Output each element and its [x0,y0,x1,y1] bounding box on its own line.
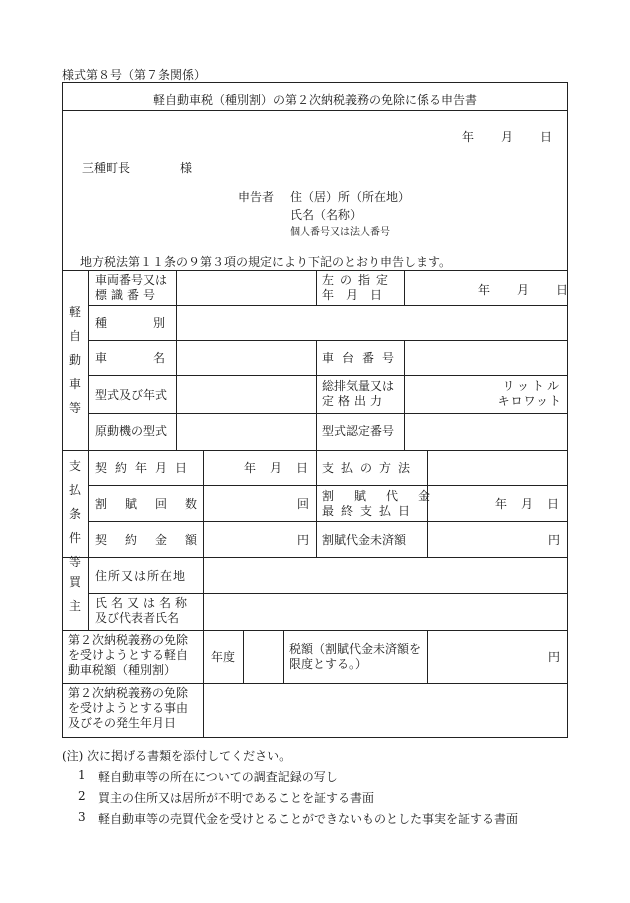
exempt-tax-label-2: を受けようとする軽自 [68,648,189,662]
displacement-label: 総排気量又は [322,379,395,393]
designation-label-2: 年月日 [322,288,395,302]
unpaid-balance-label: 割賦代金未済額 [322,533,407,547]
payment-section-label: 支払条件等 [68,459,81,569]
plate-number-label-2: 標識番号 [95,288,160,302]
displacement-label-2: 定格出力 [322,394,387,408]
applicant-label: 申告者 [238,190,275,204]
car-name-label: 車名 [95,351,212,365]
note-3-number: 3 [78,810,86,824]
exempt-reason-label-3: 及びその発生年月日 [68,716,177,730]
engine-model-label: 原動機の型式 [95,424,168,438]
vehicle-section-label: 軽自動車等 [68,305,81,415]
notes-header: (注) 次に掲げる書類を添付してください。 [62,749,292,763]
designation-label: 左の指定 [322,273,395,287]
exempt-reason-label: 第２次納税義務の免除 [68,686,189,700]
buyer-name-label: 氏名又は名称 [95,596,192,610]
form-title: 軽自動車税（種別割）の第２次納税義務の免除に係る申告書 [152,93,477,107]
installments-label: 割賦回数 [95,497,216,511]
addressee-suffix: 様 [180,161,193,175]
title-divider [62,110,568,111]
unit-liter: リットル [502,379,562,393]
designation-date: 年 月 日 [478,283,570,297]
exempt-tax-label: 第２次納税義務の免除 [68,633,189,647]
addressee: 三種町長 [82,161,131,175]
tax-amount-label-2: 限度とする。） [289,657,368,671]
tax-amount-unit: 円 [547,650,560,664]
applicant-id-number: 個人番号又は法人番号 [290,227,390,238]
contract-date-label: 契約年月日 [95,461,196,475]
note-1-number: 1 [78,768,86,782]
exempt-reason-label-2: を受けようとする事由 [68,701,189,715]
fiscal-year-label: 年度 [211,650,236,664]
applicant-name: 氏名（名称） [290,208,363,222]
contract-amount-unit: 円 [296,533,309,547]
contract-date-value: 年 月 日 [243,461,309,475]
final-payment-label: 割賦代金 [322,489,451,503]
buyer-section-label: 買主 [68,575,81,613]
plate-number-label: 車両番号又は [95,273,168,287]
note-2-text: 買主の住所又は居所が不明であることを証する書面 [98,791,375,805]
unit-kilowatt: キロワット [497,394,562,408]
type-cert-number-label: 型式認定番号 [322,424,395,438]
unpaid-balance-unit: 円 [547,533,560,547]
date-line: 年 月 日 [462,130,554,144]
statement: 地方税法第１１条の９第３項の規定により下記のとおり申告します。 [80,255,452,269]
buyer-name-label-2: 及び代表者氏名 [95,611,180,625]
tax-amount-label: 税額（割賦代金未済額を [289,642,422,656]
chassis-number-label: 車台番号 [322,351,403,365]
exempt-tax-label-3: 動車税額（種別割） [68,663,177,677]
form-number: 様式第８号（第７条関係） [62,68,207,82]
contract-amount-label: 契約金額 [95,533,216,547]
final-payment-label-2: 最終支払日 [322,504,418,518]
note-3-text: 軽自動車等の売買代金を受けとることができないものとした事実を証する書面 [98,812,519,826]
applicant-address: 住（居）所（所在地） [290,190,411,204]
note-1-text: 軽自動車等の所在についての調査記録の写し [98,770,338,784]
installments-unit: 回 [296,497,309,511]
payment-method-label: 支払の方法 [322,461,418,475]
model-year-label: 型式及び年式 [95,388,168,402]
buyer-address-label: 住所又は所在地 [95,569,187,583]
note-2-number: 2 [78,789,86,803]
type-label: 種別 [95,316,212,330]
final-payment-date: 年 月 日 [494,497,560,511]
